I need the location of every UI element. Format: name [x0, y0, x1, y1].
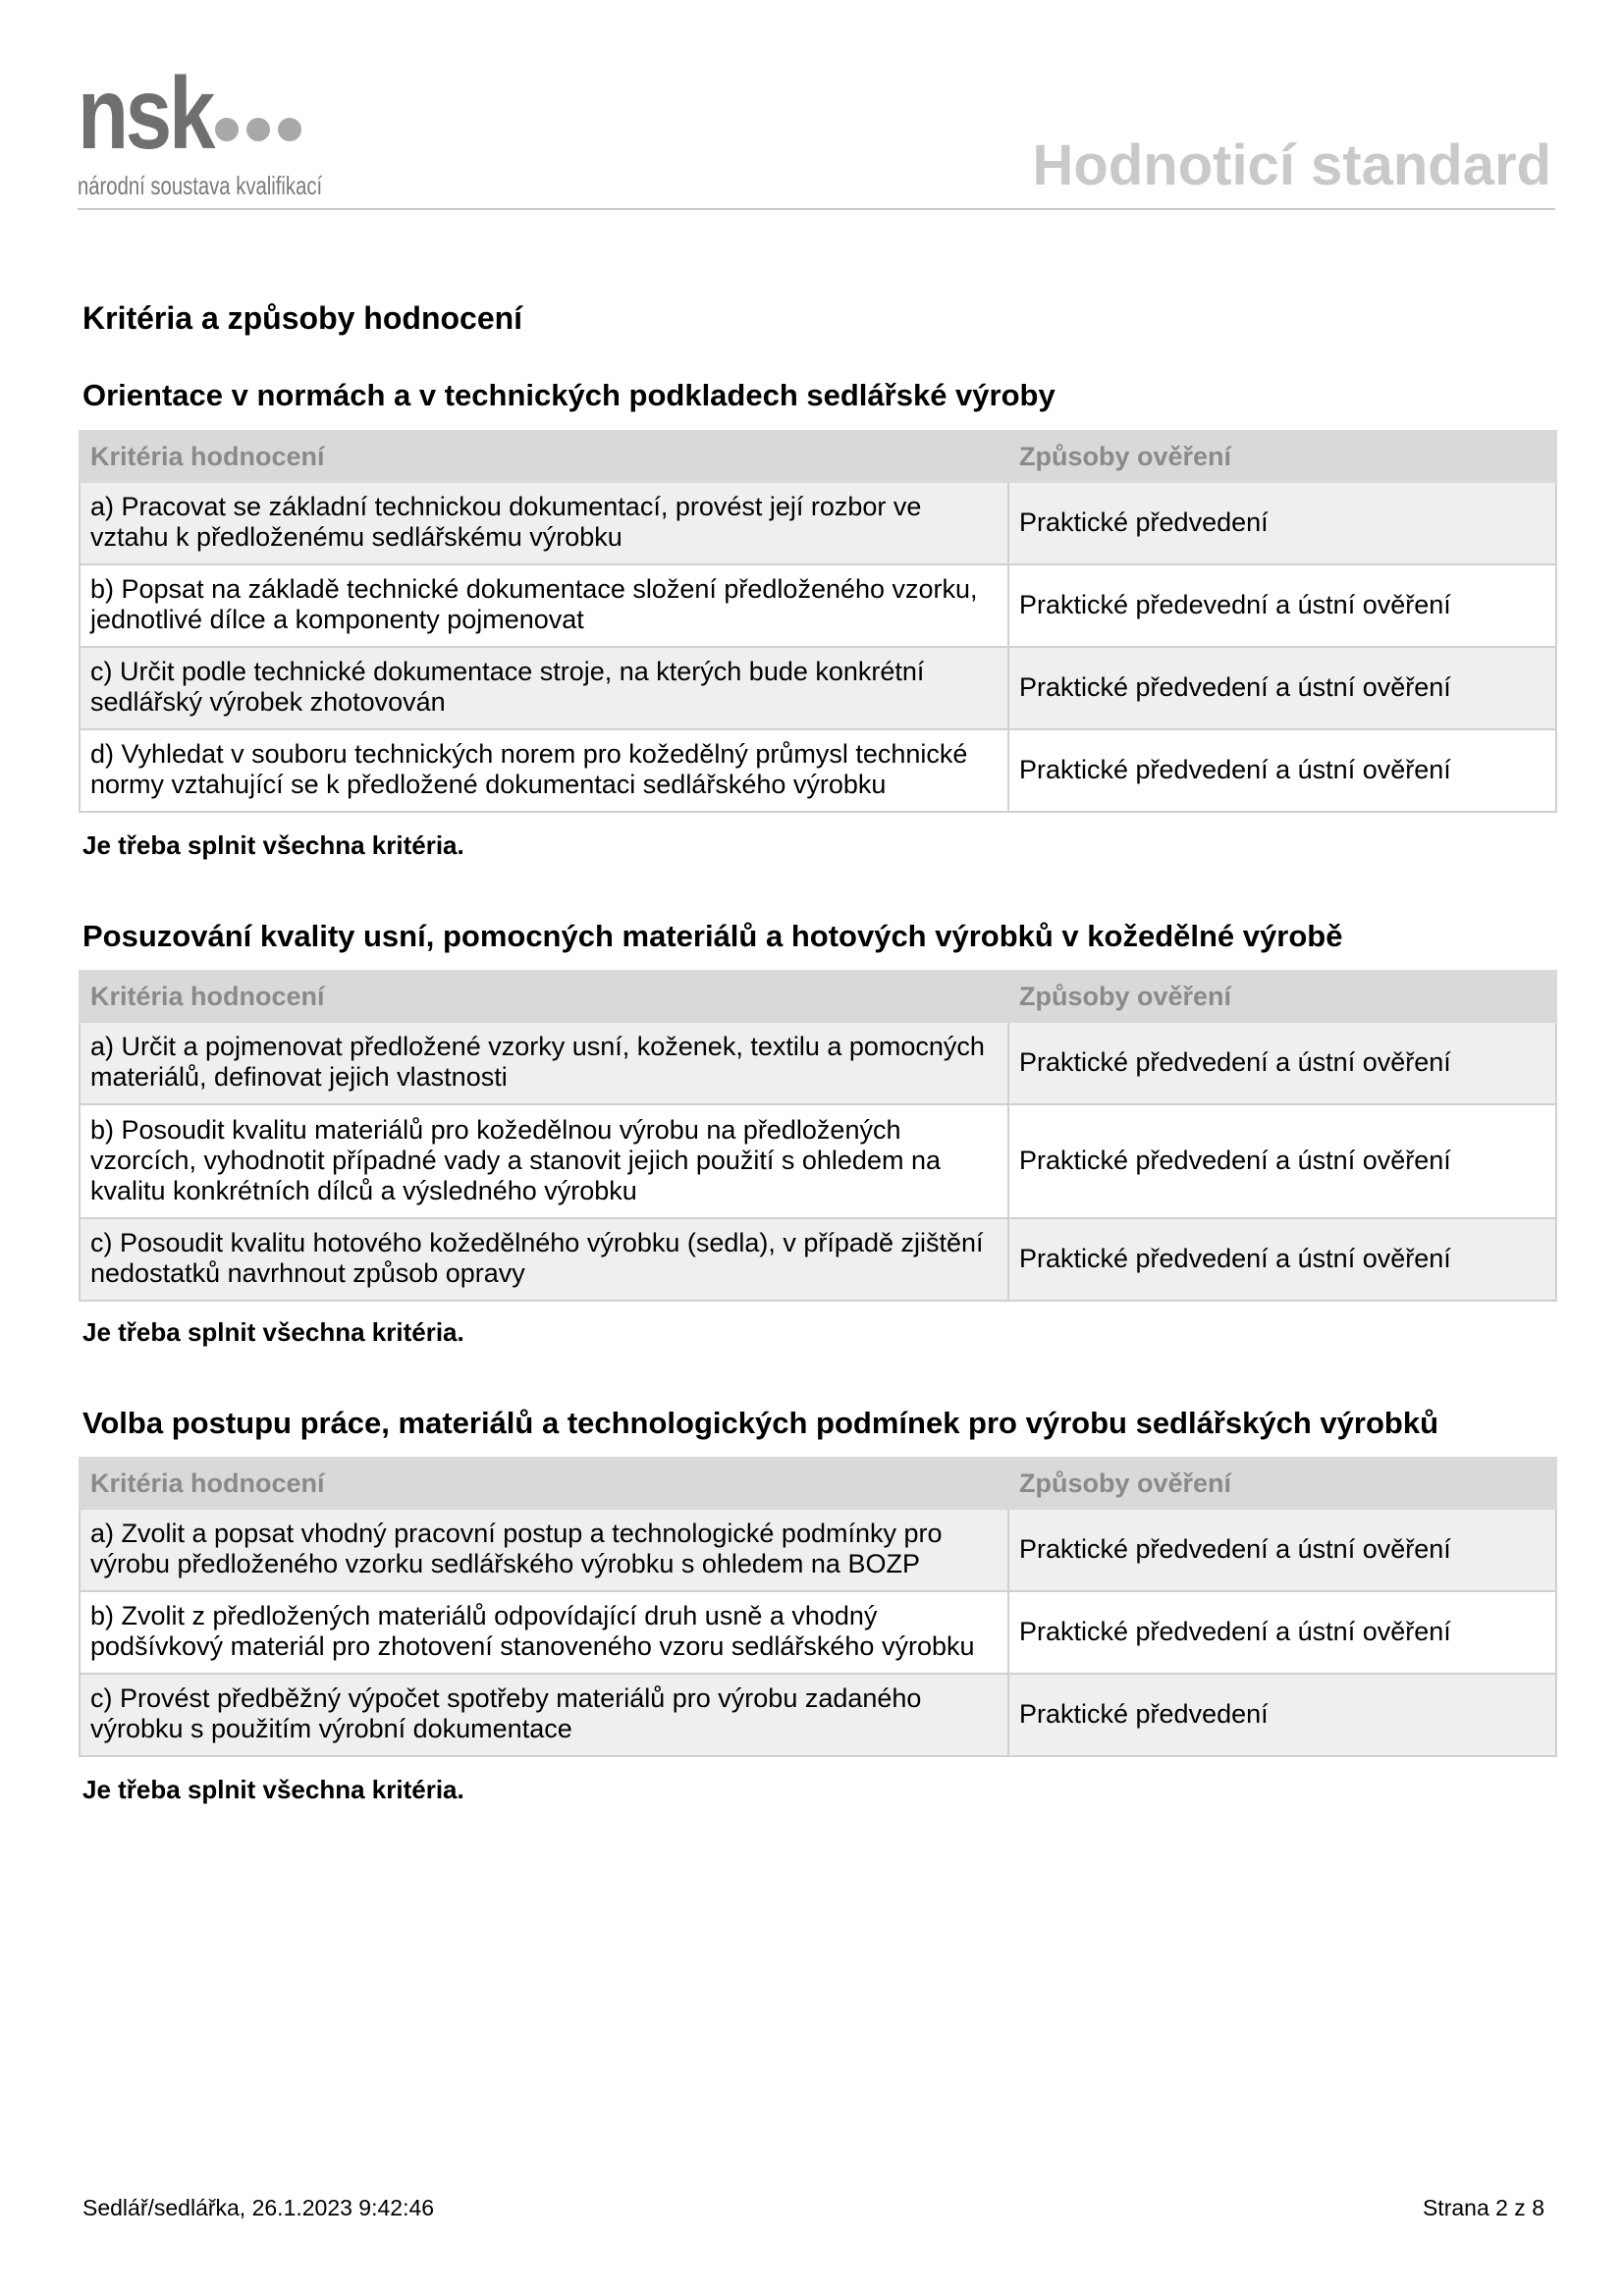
criterion-cell: b) Popsat na základě technické dokumentace složení předloženého vzorku, jednotlivé dílce a komponenty pojmenovat [80, 564, 1008, 647]
page-heading: Kritéria a způsoby hodnocení [82, 300, 523, 336]
nsk-logo [78, 57, 372, 202]
method-cell: Praktické předvedení a ústní ověření [1008, 1104, 1556, 1218]
criteria-table-3 [79, 1457, 1557, 1757]
criteria-table-2 [79, 970, 1557, 1302]
footer-page-number: Strana 2 z 8 [1422, 2195, 1544, 2220]
table-row [80, 1022, 1556, 1104]
requirement-note-2: Je třeba splnit všechna kritéria. [82, 1317, 464, 1347]
header-criteria: Kritéria hodnocení [80, 971, 1008, 1022]
criterion-cell: c) Provést předběžný výpočet spotřeby materiálů pro výrobu zadaného výrobku s použitím výrobní dokumentace [80, 1674, 1008, 1756]
table-header-row [80, 971, 1556, 1022]
table-row [80, 1509, 1556, 1591]
header-methods: Způsoby ověření [1008, 431, 1556, 482]
page-header [78, 57, 1555, 210]
table-row [80, 1104, 1556, 1218]
criteria-table-1 [79, 430, 1557, 813]
criterion-cell: a) Určit a pojmenovat předložené vzorky usní, koženek, textilu a pomocných materiálů, definovat jejich vlastnosti [80, 1022, 1008, 1104]
requirement-note-3: Je třeba splnit všechna kritéria. [82, 1775, 464, 1804]
table-row [80, 1591, 1556, 1674]
document-title: Hodnoticí standard [1032, 133, 1551, 197]
table-header-row [80, 431, 1556, 482]
method-cell: Praktické předvedení a ústní ověření [1008, 1218, 1556, 1301]
method-cell: Praktické předvedení [1008, 482, 1556, 564]
table-row [80, 564, 1556, 647]
table-header-row [80, 1458, 1556, 1509]
header-criteria: Kritéria hodnocení [80, 1458, 1008, 1509]
method-cell: Praktické předvedení a ústní ověření [1008, 1509, 1556, 1591]
header-methods: Způsoby ověření [1008, 971, 1556, 1022]
criterion-cell: c) Posoudit kvalitu hotového kožedělného výrobku (sedla), v případě zjištění nedostatků navrhnout způsob opravy [80, 1218, 1008, 1301]
method-cell: Praktické předvedení [1008, 1674, 1556, 1756]
criterion-cell: b) Zvolit z předložených materiálů odpovídající druh usně a vhodný podšívkový materiál pro zhotovení stanoveného vzoru sedlářského výrobku [80, 1591, 1008, 1674]
header-methods: Způsoby ověření [1008, 1458, 1556, 1509]
criterion-cell: a) Pracovat se základní technickou dokumentací, provést její rozbor ve vztahu k předloženému sedlářskému výrobku [80, 482, 1008, 564]
method-cell: Praktické předvedení a ústní ověření [1008, 1591, 1556, 1674]
table-row [80, 729, 1556, 812]
table-row [80, 482, 1556, 564]
criterion-cell: a) Zvolit a popsat vhodný pracovní postup a technologické podmínky pro výrobu předloženého vzorku sedlářského výrobku s ohledem na BOZP [80, 1509, 1008, 1591]
section-title-3: Volba postupu práce, materiálů a technologických podmínek pro výrobu sedlářských výrobků [82, 1406, 1439, 1440]
logo-dots-icon [215, 118, 309, 146]
criterion-cell: c) Určit podle technické dokumentace stroje, na kterých bude konkrétní sedlářský výrobek zhotovován [80, 647, 1008, 729]
table-row [80, 1218, 1556, 1301]
method-cell: Praktické předvedení a ústní ověření [1008, 1022, 1556, 1104]
section-title-2: Posuzování kvality usní, pomocných materiálů a hotových výrobků v kožedělné výrobě [82, 919, 1343, 953]
header-criteria: Kritéria hodnocení [80, 431, 1008, 482]
method-cell: Praktické předvedení a ústní ověření [1008, 729, 1556, 812]
table-row [80, 1674, 1556, 1756]
criterion-cell: b) Posoudit kvalitu materiálů pro kožedělnou výrobu na předložených vzorcích, vyhodnotit případné vady a stanovit jejich použití s ohledem na kvalitu konkrétních dílců a výsledného výrobku [80, 1104, 1008, 1218]
method-cell: Praktické předevední a ústní ověření [1008, 564, 1556, 647]
criterion-cell: d) Vyhledat v souboru technických norem pro kožedělný průmysl technické normy vztahující se k předložené dokumentaci sedlářského výrobku [80, 729, 1008, 812]
table-row [80, 647, 1556, 729]
section-title-1: Orientace v normách a v technických podkladech sedlářské výroby [82, 378, 1055, 412]
logo-wordmark: nsk [78, 57, 213, 171]
logo-subtitle: národní soustava kvalifikací [78, 171, 323, 200]
method-cell: Praktické předvedení a ústní ověření [1008, 647, 1556, 729]
requirement-note-1: Je třeba splnit všechna kritéria. [82, 830, 464, 860]
footer-document-info: Sedlář/sedlářka, 26.1.2023 9:42:46 [82, 2195, 435, 2220]
